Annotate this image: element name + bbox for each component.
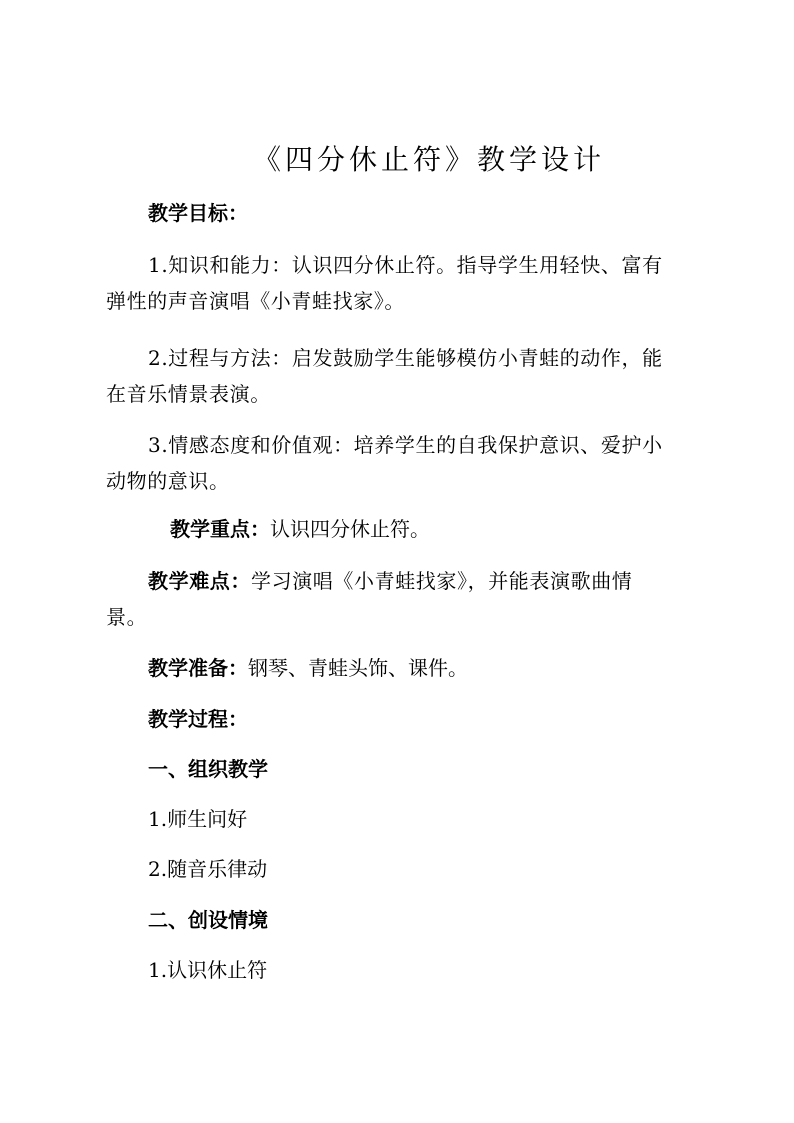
process-heading: 教学过程： [148,707,248,731]
section-1-heading: 一、组织教学 [148,757,268,781]
objectives-heading: 教学目标： [148,201,248,225]
section-2-item-1: 1.认识休止符 [148,958,268,982]
teaching-focus-text: 认识四分休止符。 [270,517,430,541]
teaching-focus [170,514,430,544]
teaching-preparation-label: 教学准备： [148,656,248,680]
objective-3: 3.情感态度和价值观：培养学生的自我保护意识、爱护小动物的意识。 [106,433,663,493]
teaching-preparation-text: 钢琴、青蛙头饰、课件。 [248,656,468,680]
teaching-difficulty [106,563,666,635]
teaching-difficulty-text: 学习演唱《小青蛙找家》，并能表演歌曲情景。 [106,569,633,629]
section-1-item-2: 2.随音乐律动 [148,857,268,881]
objective-2: 2.过程与方法：启发鼓励学生能够模仿小青蛙的动作，能在音乐情景表演。 [106,346,663,406]
objective-1: 1.知识和能力：认识四分休止符。指导学生用轻快、富有弹性的声音演唱《小青蛙找家》。 [106,253,663,313]
teaching-difficulty-label: 教学难点： [148,569,251,593]
teaching-focus-label: 教学重点： [170,517,270,541]
section-2-heading: 二、创设情境 [148,908,268,932]
document-title: 《四分休止符》教学设计 [252,143,605,176]
teaching-preparation [148,653,468,683]
section-1-item-1: 1.师生问好 [148,807,248,831]
